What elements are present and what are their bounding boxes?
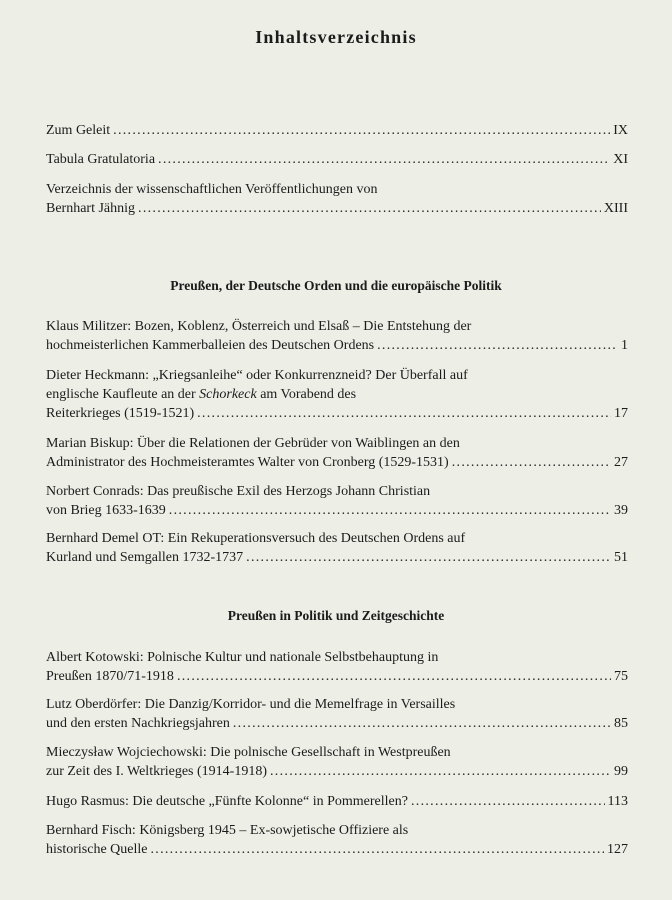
- dot-leader: [158, 150, 610, 169]
- entry-title: Zum Geleit: [46, 123, 111, 138]
- entry-title: Tabula Gratulatoria: [46, 152, 156, 167]
- entry-title-line: Bernhard Demel OT: Ein Rekuperationsversuch des Deutschen Ordens auf: [46, 531, 466, 546]
- entry-title-line: historische Quelle: [46, 842, 148, 857]
- page-number: 1: [621, 338, 628, 353]
- entry-title-line: [46, 385, 356, 404]
- entry-title-line: Bernhart Jähnig: [46, 201, 136, 216]
- toc-entry-kotowski[interactable]: [46, 648, 628, 686]
- toc-entry-veroeffentlichungen[interactable]: [46, 180, 628, 218]
- entry-title-line: Klaus Militzer: Bozen, Koblenz, Österreich und Elsaß – Die Entstehung der: [46, 319, 472, 334]
- toc-entry-conrads[interactable]: [46, 482, 628, 520]
- entry-title-line: Bernhard Fisch: Königsberg 1945 – Ex-sowjetische Offiziere als: [46, 823, 409, 838]
- entry-title-line: und den ersten Nachkriegsjahren: [46, 716, 230, 731]
- dot-leader: [177, 667, 611, 686]
- entry-title-line: zur Zeit des I. Weltkrieges (1914-1918): [46, 764, 267, 779]
- toc-entry-rasmus[interactable]: [46, 792, 628, 811]
- entry-title-line: Norbert Conrads: Das preußische Exil des Herzogs Johann Christian: [46, 484, 431, 499]
- entry-title-line: Verzeichnis der wissenschaftlichen Veröffentlichungen von: [46, 182, 378, 197]
- toc-entry-tabula-gratulatoria[interactable]: [46, 150, 628, 169]
- dot-leader: [113, 121, 610, 140]
- section-heading: Preußen in Politik und Zeitgeschichte: [227, 608, 445, 623]
- page-number: 51: [614, 550, 628, 565]
- toc-entry-demel[interactable]: [46, 529, 628, 567]
- page-title: Inhaltsverzeichnis: [255, 27, 417, 47]
- section-heading: Preußen, der Deutsche Orden und die europäische Politik: [170, 278, 502, 293]
- entry-title-line: Albert Kotowski: Polnische Kultur und nationale Selbstbehauptung in: [46, 650, 439, 665]
- page-number: 17: [614, 406, 628, 421]
- toc-entry-zum-geleit[interactable]: [46, 121, 628, 140]
- entry-title-line: Dieter Heckmann: „Kriegsanleihe“ oder Konkurrenzneid? Der Überfall auf: [46, 368, 468, 383]
- entry-title-line: Lutz Oberdörfer: Die Danzig/Korridor- und die Memelfrage in Versailles: [46, 697, 456, 712]
- dot-leader: [150, 840, 604, 859]
- entry-title-line: hochmeisterlichen Kammerballeien des Deutschen Ordens: [46, 338, 375, 353]
- toc-entry-heckmann[interactable]: [46, 366, 628, 423]
- dot-leader: [411, 792, 605, 811]
- entry-title-line: Reiterkrieges (1519-1521): [46, 406, 195, 421]
- page-number: IX: [613, 123, 628, 138]
- page-number: 113: [607, 794, 628, 809]
- page-number: XI: [613, 152, 628, 167]
- toc-entry-fisch[interactable]: [46, 821, 628, 859]
- page-number: XIII: [603, 201, 628, 216]
- page-number: 99: [614, 764, 628, 779]
- page-number: 85: [614, 716, 628, 731]
- page-number: 39: [614, 503, 628, 518]
- dot-leader: [138, 199, 601, 218]
- dot-leader: [233, 714, 611, 733]
- entry-text: am Vorabend des: [260, 387, 357, 402]
- dot-leader: [270, 762, 611, 781]
- entry-title-line: Marian Biskup: Über die Relationen der Gebrüder von Waiblingen an den: [46, 436, 460, 451]
- entry-title-line: Administrator des Hochmeisteramtes Walter von Cronberg (1529-1531): [46, 455, 449, 470]
- dot-leader: [246, 548, 611, 567]
- entry-title-line: Kurland und Semgallen 1732-1737: [46, 550, 244, 565]
- entry-italic-term: Schorkeck: [199, 387, 257, 402]
- toc-entry-biskup[interactable]: [46, 434, 628, 472]
- dot-leader: [169, 501, 611, 520]
- entry-title-line: Preußen 1870/71-1918: [46, 669, 174, 684]
- dot-leader: [197, 404, 611, 423]
- entry-title-line: Mieczysław Wojciechowski: Die polnische Gesellschaft in Westpreußen: [46, 745, 451, 760]
- entry-text: englische Kaufleute an der: [46, 387, 200, 402]
- toc-entry-wojciechowski[interactable]: [46, 743, 628, 781]
- dot-leader: [377, 336, 618, 355]
- dot-leader: [452, 453, 611, 472]
- toc-entry-militzer[interactable]: [46, 317, 628, 355]
- entry-title-line: von Brieg 1633-1639: [46, 503, 166, 518]
- page-number: 27: [614, 455, 628, 470]
- entry-title-line: Hugo Rasmus: Die deutsche „Fünfte Kolonne“ in Pommerellen?: [46, 794, 408, 809]
- page-number: 75: [614, 669, 628, 684]
- page-number: 127: [607, 842, 628, 857]
- toc-entry-oberdoerfer[interactable]: [46, 695, 628, 733]
